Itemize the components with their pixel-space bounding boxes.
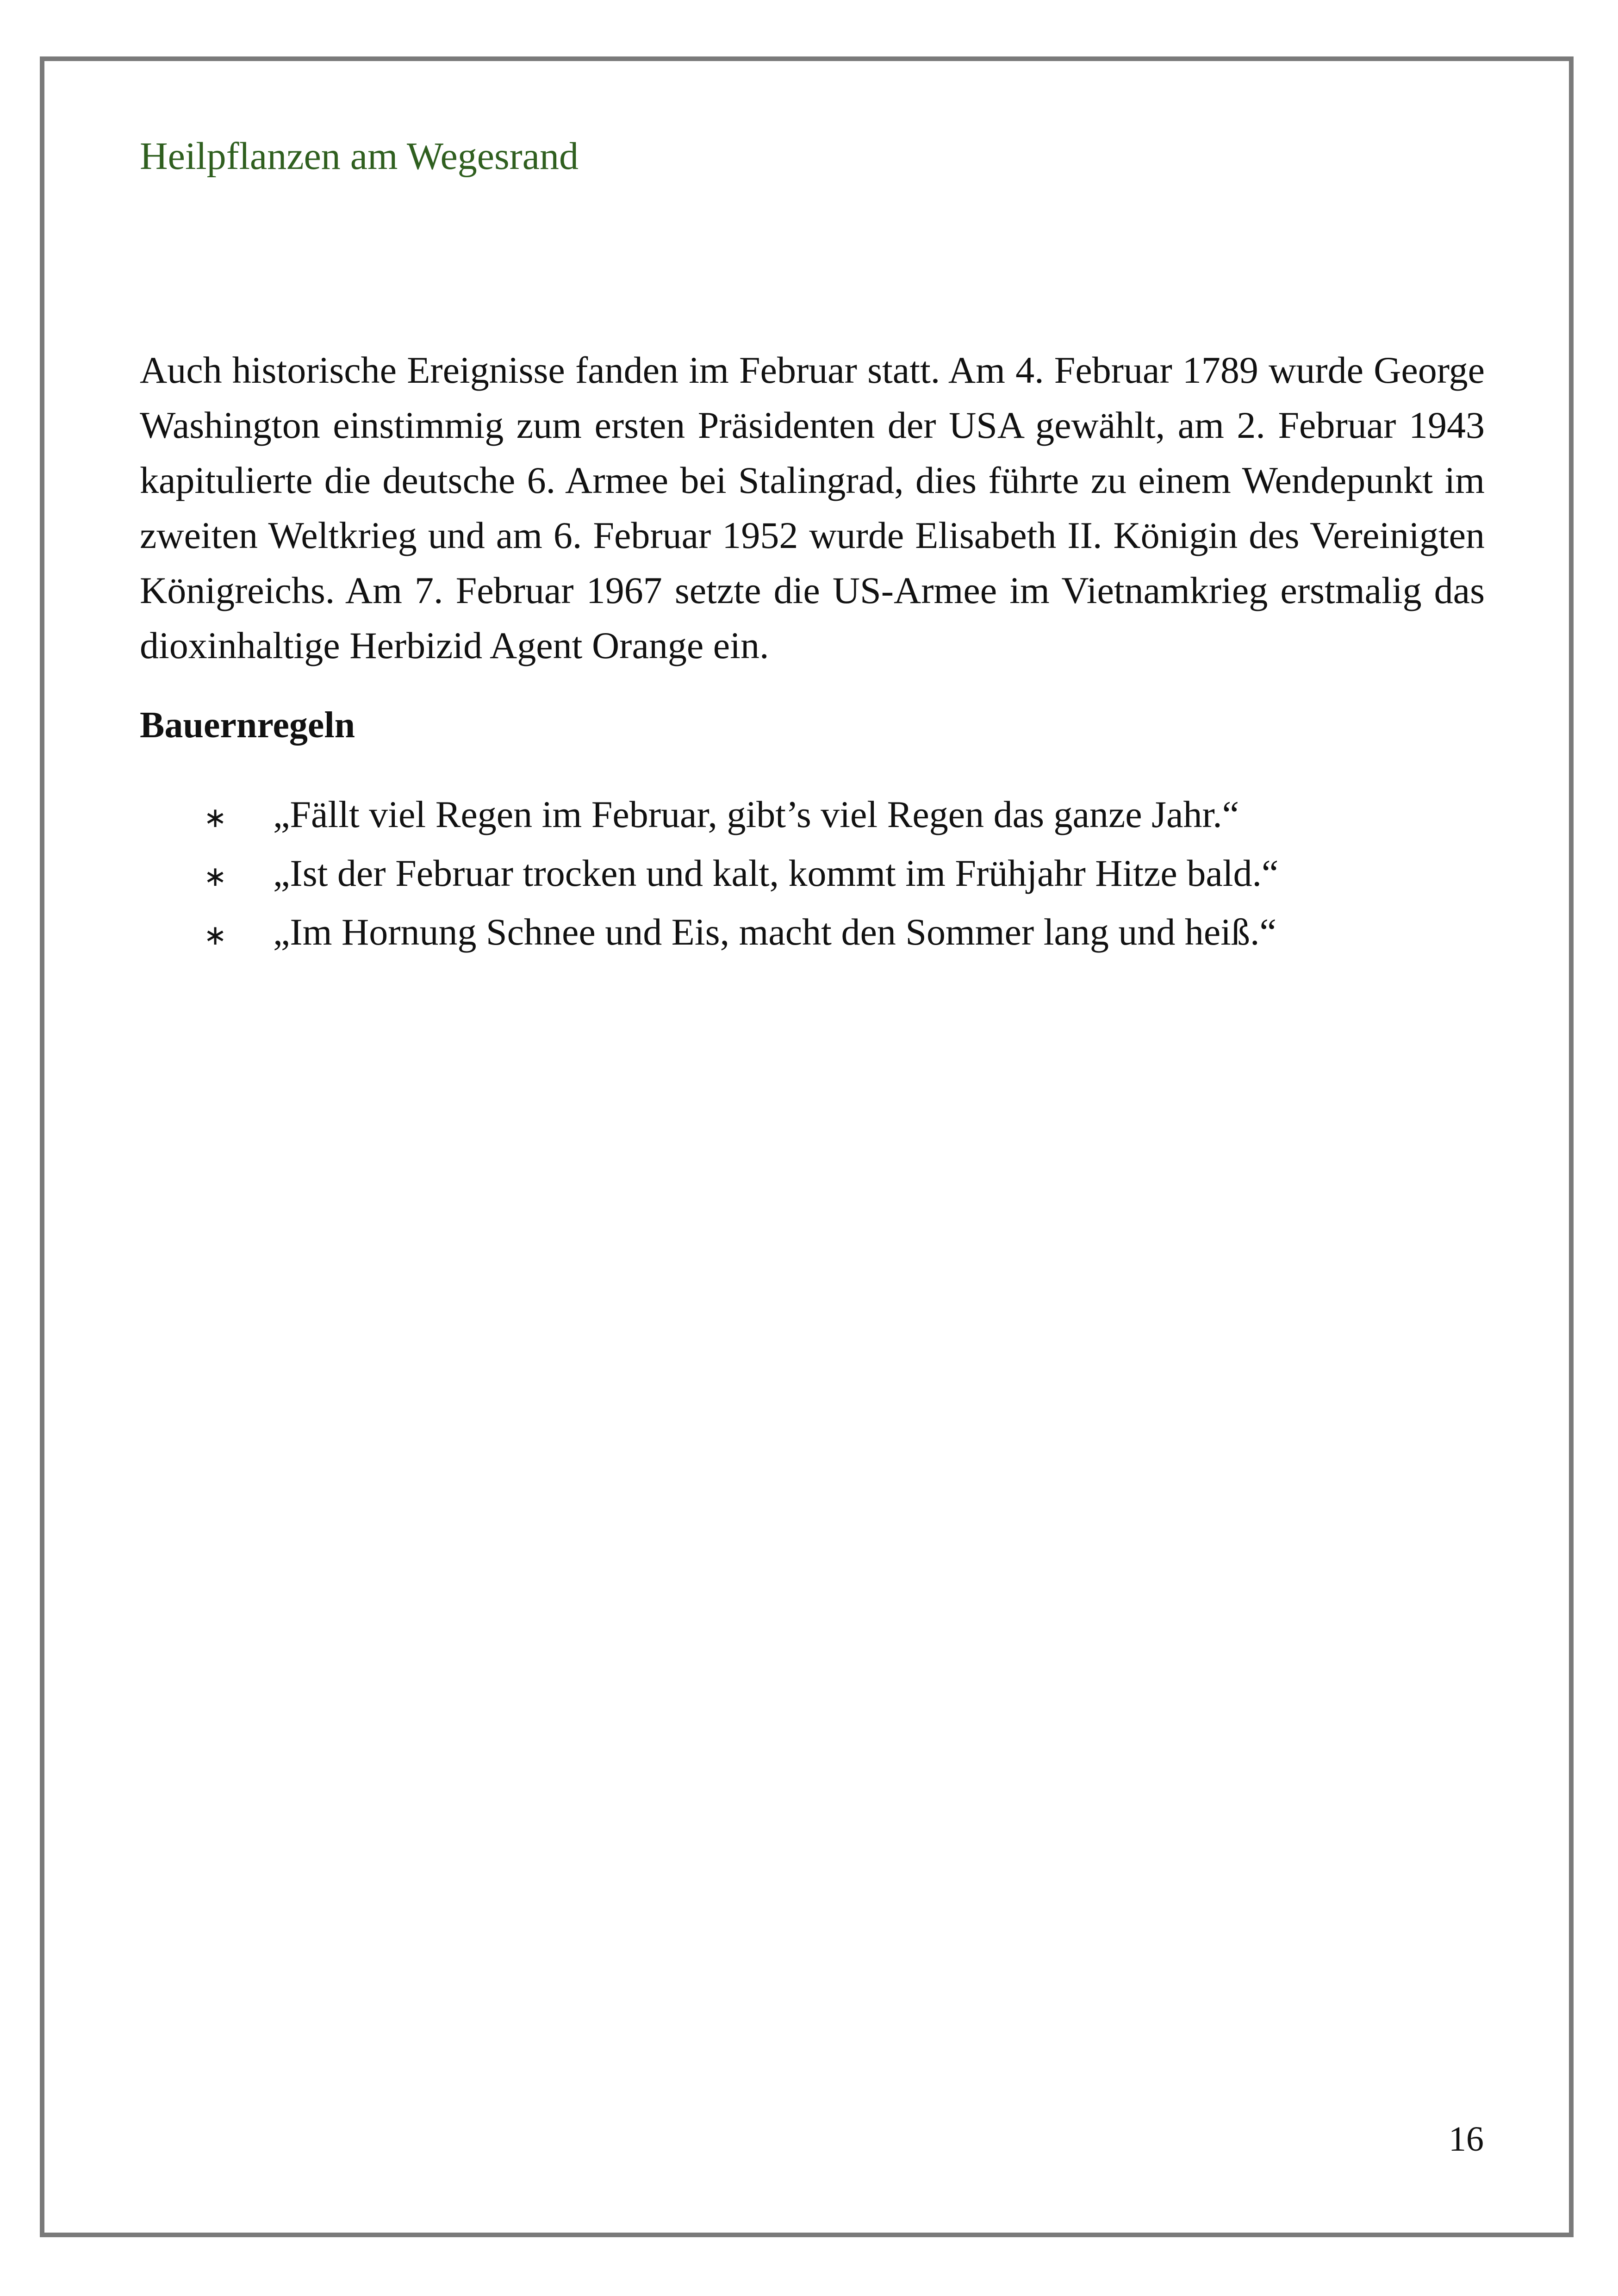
asterisk-icon: ∗ [204, 919, 227, 952]
rule-text: „Ist der Februar trocken und kalt, kommt im Frühjahr Hitze bald.“ [273, 852, 1279, 894]
rule-text: „Fällt viel Regen im Februar, gibt’s viel Regen das ganze Jahr.“ [273, 793, 1239, 835]
list-item [204, 787, 1278, 846]
list-item [204, 846, 1278, 904]
asterisk-icon: ∗ [204, 860, 227, 893]
list-item [204, 904, 1278, 963]
body-paragraph: Auch historische Ereignisse fanden im Februar statt. Am 4. Februar 1789 wurde George Washington einstimmig zum ersten Präsidenten der USA gewählt, am 2. Februar 1943 kapitulierte die deutsche 6. Armee bei Stalingrad, dies führte zu einem Wendepunkt im zweiten Weltkrieg und am 6. Februar 1952 wurde Elisabeth II. Königin des Vereinigten Königreichs. Am 7. Februar 1967 setzte die US-Armee im Vietnamkrieg erstmalig das dioxinhaltige Herbizid Agent Orange ein. [140, 349, 1485, 666]
running-header: Heilpflanzen am Wegesrand [140, 135, 579, 178]
rule-text: „Im Hornung Schnee und Eis, macht den Sommer lang und heiß.“ [273, 911, 1276, 953]
section-heading: Bauernregeln [140, 705, 355, 746]
farmer-rules-list [204, 787, 1278, 963]
page-number: 16 [1449, 2120, 1484, 2159]
asterisk-icon: ∗ [204, 802, 227, 834]
